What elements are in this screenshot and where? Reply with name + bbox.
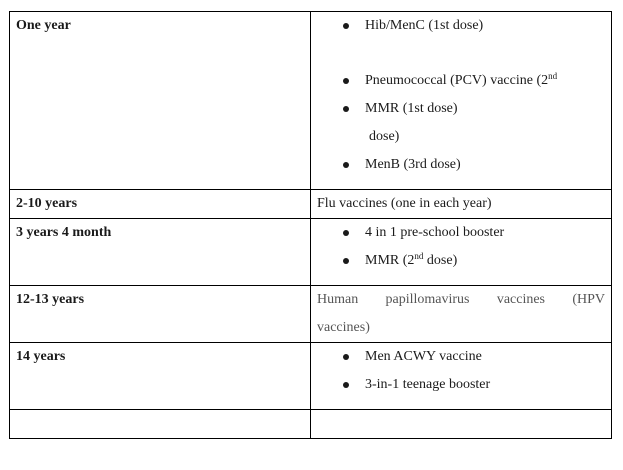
- table-row: [10, 190, 612, 219]
- age-cell: 12-13 years: [10, 286, 311, 343]
- superscript: nd: [414, 251, 424, 261]
- item-text: MMR (2: [365, 253, 415, 268]
- table-row: [10, 219, 612, 286]
- vaccine-list: [317, 219, 605, 275]
- age-cell: 14 years: [10, 343, 311, 410]
- vaccine-cell: [311, 12, 612, 190]
- age-cell: 2-10 years: [10, 190, 311, 219]
- list-item-continuation: dose): [369, 129, 400, 144]
- list-item: 3-in-1 teenage booster: [317, 371, 605, 399]
- table-row: [10, 12, 612, 190]
- vaccine-cell: Flu vaccines (one in each year): [311, 190, 612, 219]
- vaccine-cell: [311, 410, 612, 439]
- hpv-line-1: [317, 286, 605, 314]
- list-item: [317, 247, 605, 275]
- list-item: Hib/MenC (1st dose): [317, 12, 605, 40]
- list-item: [317, 67, 605, 95]
- word: (HPV: [572, 292, 605, 307]
- vaccine-list: [317, 343, 605, 399]
- item-text: Pneumococcal (PCV) vaccine (2: [365, 73, 549, 88]
- age-cell: One year: [10, 12, 311, 190]
- list-item: MMR (1st dose): [317, 95, 605, 123]
- vaccine-cell: [311, 219, 612, 286]
- list-item: 4 in 1 pre-school booster: [317, 219, 605, 247]
- word: vaccines: [496, 292, 546, 307]
- vaccine-cell: [311, 343, 612, 410]
- age-cell: 3 years 4 month: [10, 219, 311, 286]
- superscript: nd: [548, 71, 558, 81]
- table-row: [10, 343, 612, 410]
- vaccine-list: [317, 12, 605, 179]
- item-text: dose): [423, 253, 458, 268]
- list-item: MenB (3rd dose): [317, 151, 605, 179]
- age-cell: [10, 410, 311, 439]
- vaccination-schedule-table: [9, 11, 612, 439]
- word: papillomavirus: [385, 292, 470, 307]
- list-item: Men ACWY vaccine: [317, 343, 605, 371]
- word: Human: [317, 292, 359, 307]
- table-row: [10, 410, 612, 439]
- table-row: [10, 286, 612, 343]
- hpv-line-2: vaccines): [317, 320, 370, 335]
- blank-line: [317, 40, 605, 67]
- vaccine-cell: [311, 286, 612, 343]
